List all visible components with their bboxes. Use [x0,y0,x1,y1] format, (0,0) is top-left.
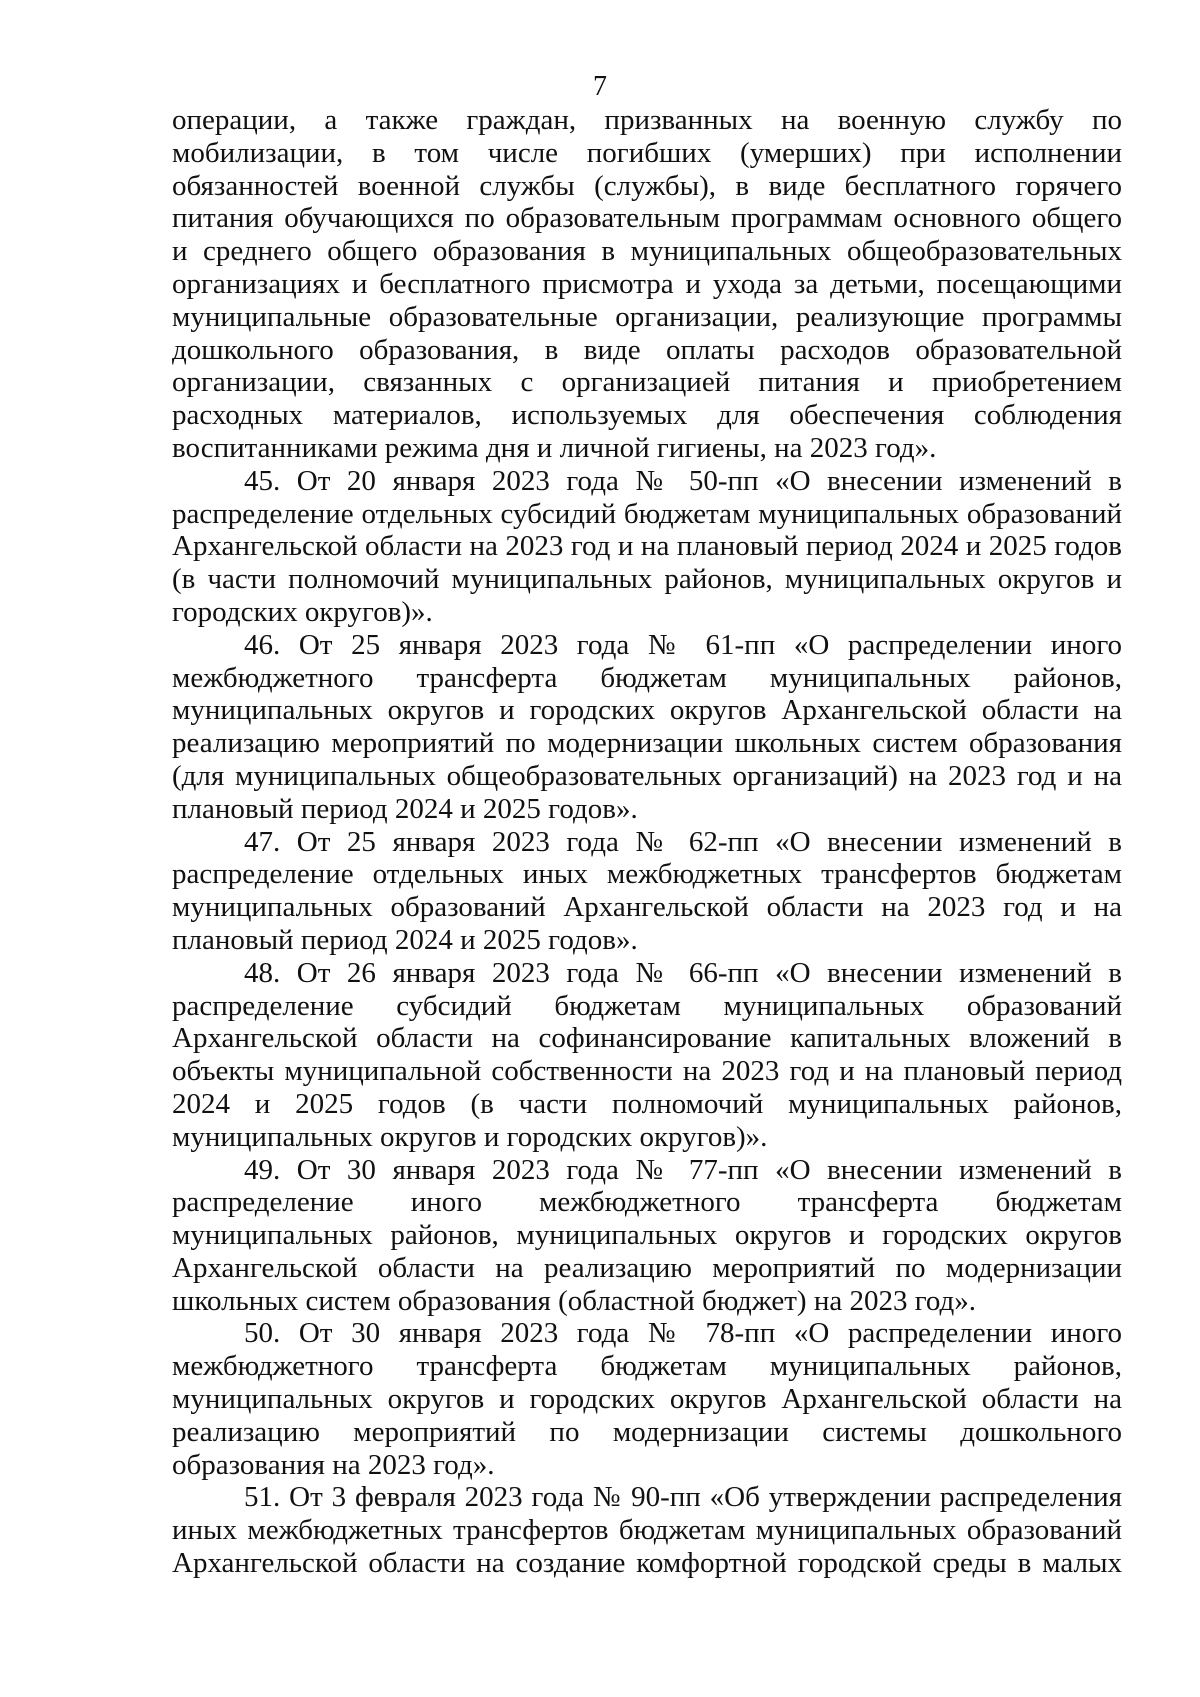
paragraph-item-46: 46. От 25 января 2023 года № 61-пп «О распределении иного межбюджетного трансферта бюджетам муниципальных районов, муниципальных округов и городских округов Архангельской области на реализацию мероприятий по модернизации школьных систем образования (для муниципальных общеобразовательных организаций) на 2023 год и на плановый период 2024 и 2025 годов». [172,628,1122,825]
paragraph-continuation: операции, а также граждан, призванных на военную службу по мобилизации, в том числе погибших (умерших) при исполнении обязанностей военной службы (службы), в виде бесплатного горячего питания обучающихся по образовательным программам основного общего и среднего общего образования в муниципальных общеобразовательных организациях и бесплатного присмотра и ухода за детьми, посещающими муниципальные образовательные организации, реализующие программы дошкольного образования, в виде оплаты расходов образовательной организации, связанных с организацией питания и приобретением расходных материалов, используемых для обеспечения соблюдения воспитанниками режима дня и личной гигиены, на 2023 год». [172,104,1122,464]
paragraph-item-45: 45. От 20 января 2023 года № 50-пп «О внесении изменений в распределение отдельных субсидий бюджетам муниципальных образований Архангельской области на 2023 год и на плановый период 2024 и 2025 годов (в части полномочий муниципальных районов, муниципальных округов и городских округов)». [172,464,1122,628]
paragraph-item-50: 50. От 30 января 2023 года № 78-пп «О распределении иного межбюджетного трансферта бюджетам муниципальных районов, муниципальных округов и городских округов Архангельской области на реализацию мероприятий по модернизации системы дошкольного образования на 2023 год». [172,1317,1122,1481]
page-number: 7 [593,71,607,102]
paragraph-item-49: 49. От 30 января 2023 года № 77-пп «О внесении изменений в распределение иного межбюджетного трансферта бюджетам муниципальных районов, муниципальных округов и городских округов Архангельской области на реализацию мероприятий по модернизации школьных систем образования (областной бюджет) на 2023 год». [172,1153,1122,1317]
paragraph-item-48: 48. От 26 января 2023 года № 66-пп «О внесении изменений в распределение субсидий бюджетам муниципальных образований Архангельской области на софинансирование капитальных вложений в объекты муниципальной собственности на 2023 год и на плановый период 2024 и 2025 годов (в части полномочий муниципальных районов, муниципальных округов и городских округов)». [172,956,1122,1153]
document-body [172,104,1122,1580]
paragraph-item-47: 47. От 25 января 2023 года № 62-пп «О внесении изменений в распределение отдельных иных межбюджетных трансфертов бюджетам муниципальных образований Архангельской области на 2023 год и на плановый период 2024 и 2025 годов». [172,825,1122,956]
paragraph-item-51: 51. От 3 февраля 2023 года № 90-пп «Об утверждении распределения иных межбюджетных трансфертов бюджетам муниципальных образований Архангельской области на создание комфортной городской среды в малых [172,1481,1122,1580]
